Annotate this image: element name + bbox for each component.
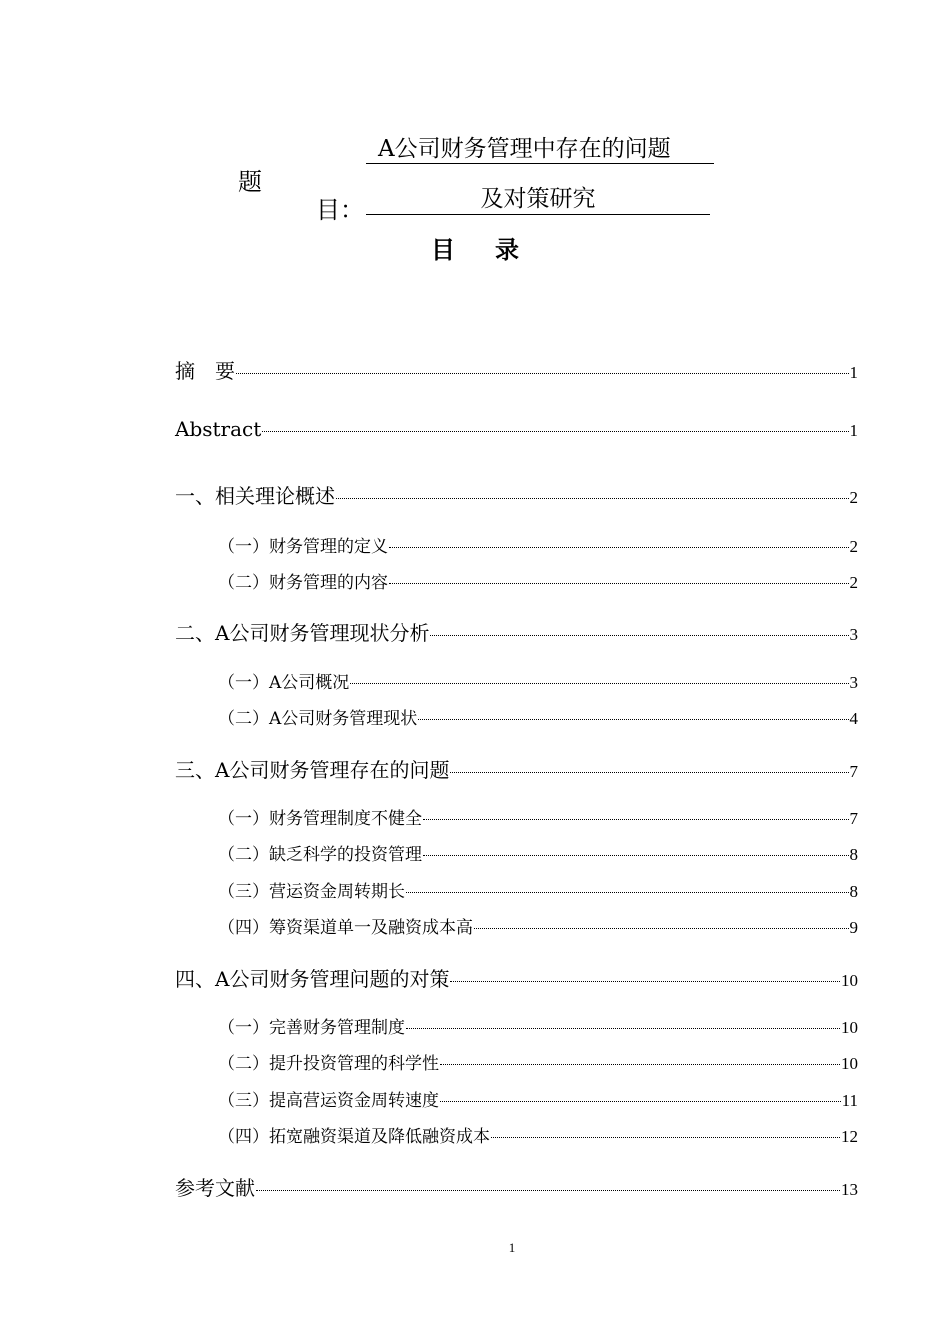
toc-entry-label: Abstract (175, 417, 262, 441)
toc-entry-label: （一）财务管理制度不健全 (218, 809, 422, 829)
toc-heading-char1: 目 (431, 236, 455, 264)
dot-leader (350, 683, 848, 684)
dot-leader (406, 1028, 840, 1029)
toc-entry-label: （二）提升投资管理的科学性 (218, 1054, 439, 1074)
toc-entry-page: 3 (849, 625, 858, 644)
toc-entry-label: 参考文献 (175, 1176, 255, 1200)
dot-leader (236, 373, 849, 374)
toc-entry-label: （三）营运资金周转期长 (218, 882, 405, 902)
toc-entry-page: 10 (841, 971, 858, 990)
toc-entry-page: 8 (849, 882, 858, 901)
dot-leader (474, 928, 849, 929)
dot-leader (256, 1190, 840, 1191)
toc-entry-page: 2 (849, 537, 858, 556)
dot-leader (389, 547, 849, 548)
page-number: 1 (508, 1240, 516, 1255)
toc-entry-label: （一）完善财务管理制度 (218, 1018, 405, 1038)
thesis-title-line2: 及对策研究 (366, 184, 710, 215)
toc-entry-page: 13 (841, 1180, 858, 1199)
toc-entry-page: 10 (841, 1018, 858, 1037)
toc-entry-label: （一）A公司概况 (218, 673, 350, 693)
toc-entry-page: 2 (849, 573, 858, 592)
toc-entry-label: （二）缺乏科学的投资管理 (218, 845, 422, 865)
toc-entry-label: （四）拓宽融资渠道及降低融资成本 (218, 1127, 490, 1147)
toc-entry-page: 4 (849, 709, 858, 728)
toc-entry-page: 1 (849, 363, 858, 382)
toc-entry-chapter-1[interactable] (175, 480, 858, 509)
toc-entry-section[interactable] (218, 840, 858, 865)
toc-entry-section[interactable] (218, 1013, 858, 1038)
toc-entry-page: 2 (849, 488, 858, 507)
toc-entry-label: 一、相关理论概述 (175, 484, 335, 508)
toc-entry-section[interactable] (218, 877, 858, 902)
dot-leader (336, 498, 849, 499)
toc-entry-section[interactable] (218, 704, 858, 729)
thesis-title-line1: A公司财务管理中存在的问题 (366, 134, 714, 164)
toc-entry-page: 11 (841, 1091, 858, 1110)
toc-entry-page: 3 (849, 673, 858, 692)
dot-leader (418, 719, 848, 720)
toc-entry-section[interactable] (218, 913, 858, 938)
toc-entry-page: 1 (849, 421, 858, 440)
dot-leader (450, 981, 840, 982)
toc-entry-label: （四）筹资渠道单一及融资成本高 (218, 918, 473, 938)
toc-entry-section[interactable] (218, 668, 858, 693)
toc-entry-label: 二、A公司财务管理现状分析 (175, 621, 430, 645)
toc-entry-page: 7 (849, 809, 858, 828)
toc-entry-section[interactable] (218, 532, 858, 557)
toc-entry-label: 摘 要 (175, 359, 235, 383)
toc-entry-section[interactable] (218, 1049, 858, 1074)
toc-entry-chapter-3[interactable] (175, 754, 858, 783)
toc-entry-page: 12 (841, 1127, 858, 1146)
toc-entry-section[interactable] (218, 804, 858, 829)
toc-entry-page: 10 (841, 1054, 858, 1073)
toc-entry-abstract-cn[interactable] (175, 355, 858, 384)
toc-entry-page: 7 (849, 762, 858, 781)
title-label-char1: 题 (238, 168, 262, 196)
dot-leader (262, 431, 848, 432)
toc-entry-label: 四、A公司财务管理问题的对策 (175, 967, 450, 991)
title-label-char2: 目： (316, 196, 364, 224)
dot-leader (389, 583, 849, 584)
toc-entry-section[interactable] (218, 1122, 858, 1147)
toc-entry-label: （二）A公司财务管理现状 (218, 709, 418, 729)
toc-entry-label: （一）财务管理的定义 (218, 537, 388, 557)
dot-leader (406, 892, 849, 893)
toc-entry-chapter-2[interactable] (175, 617, 858, 646)
dot-leader (491, 1137, 840, 1138)
toc-entry-abstract-en[interactable] (175, 417, 858, 441)
toc-entry-label: （三）提高营运资金周转速度 (218, 1091, 439, 1111)
toc-entry-label: （二）财务管理的内容 (218, 573, 388, 593)
dot-leader (450, 772, 848, 773)
dot-leader (423, 819, 849, 820)
title-label (238, 134, 364, 224)
toc-entry-label: 三、A公司财务管理存在的问题 (175, 758, 450, 782)
toc-entry-chapter-4[interactable] (175, 963, 858, 992)
dot-leader (423, 855, 849, 856)
dot-leader (440, 1101, 841, 1102)
toc-entry-page: 8 (849, 845, 858, 864)
toc-heading-char2: 录 (495, 236, 519, 264)
toc-heading (0, 232, 950, 268)
toc-entry-section[interactable] (218, 568, 858, 593)
dot-leader (430, 635, 848, 636)
dot-leader (440, 1064, 840, 1065)
toc-entry-section[interactable] (218, 1086, 858, 1111)
toc-entry-page: 9 (849, 918, 858, 937)
toc-entry-references[interactable] (175, 1172, 858, 1201)
